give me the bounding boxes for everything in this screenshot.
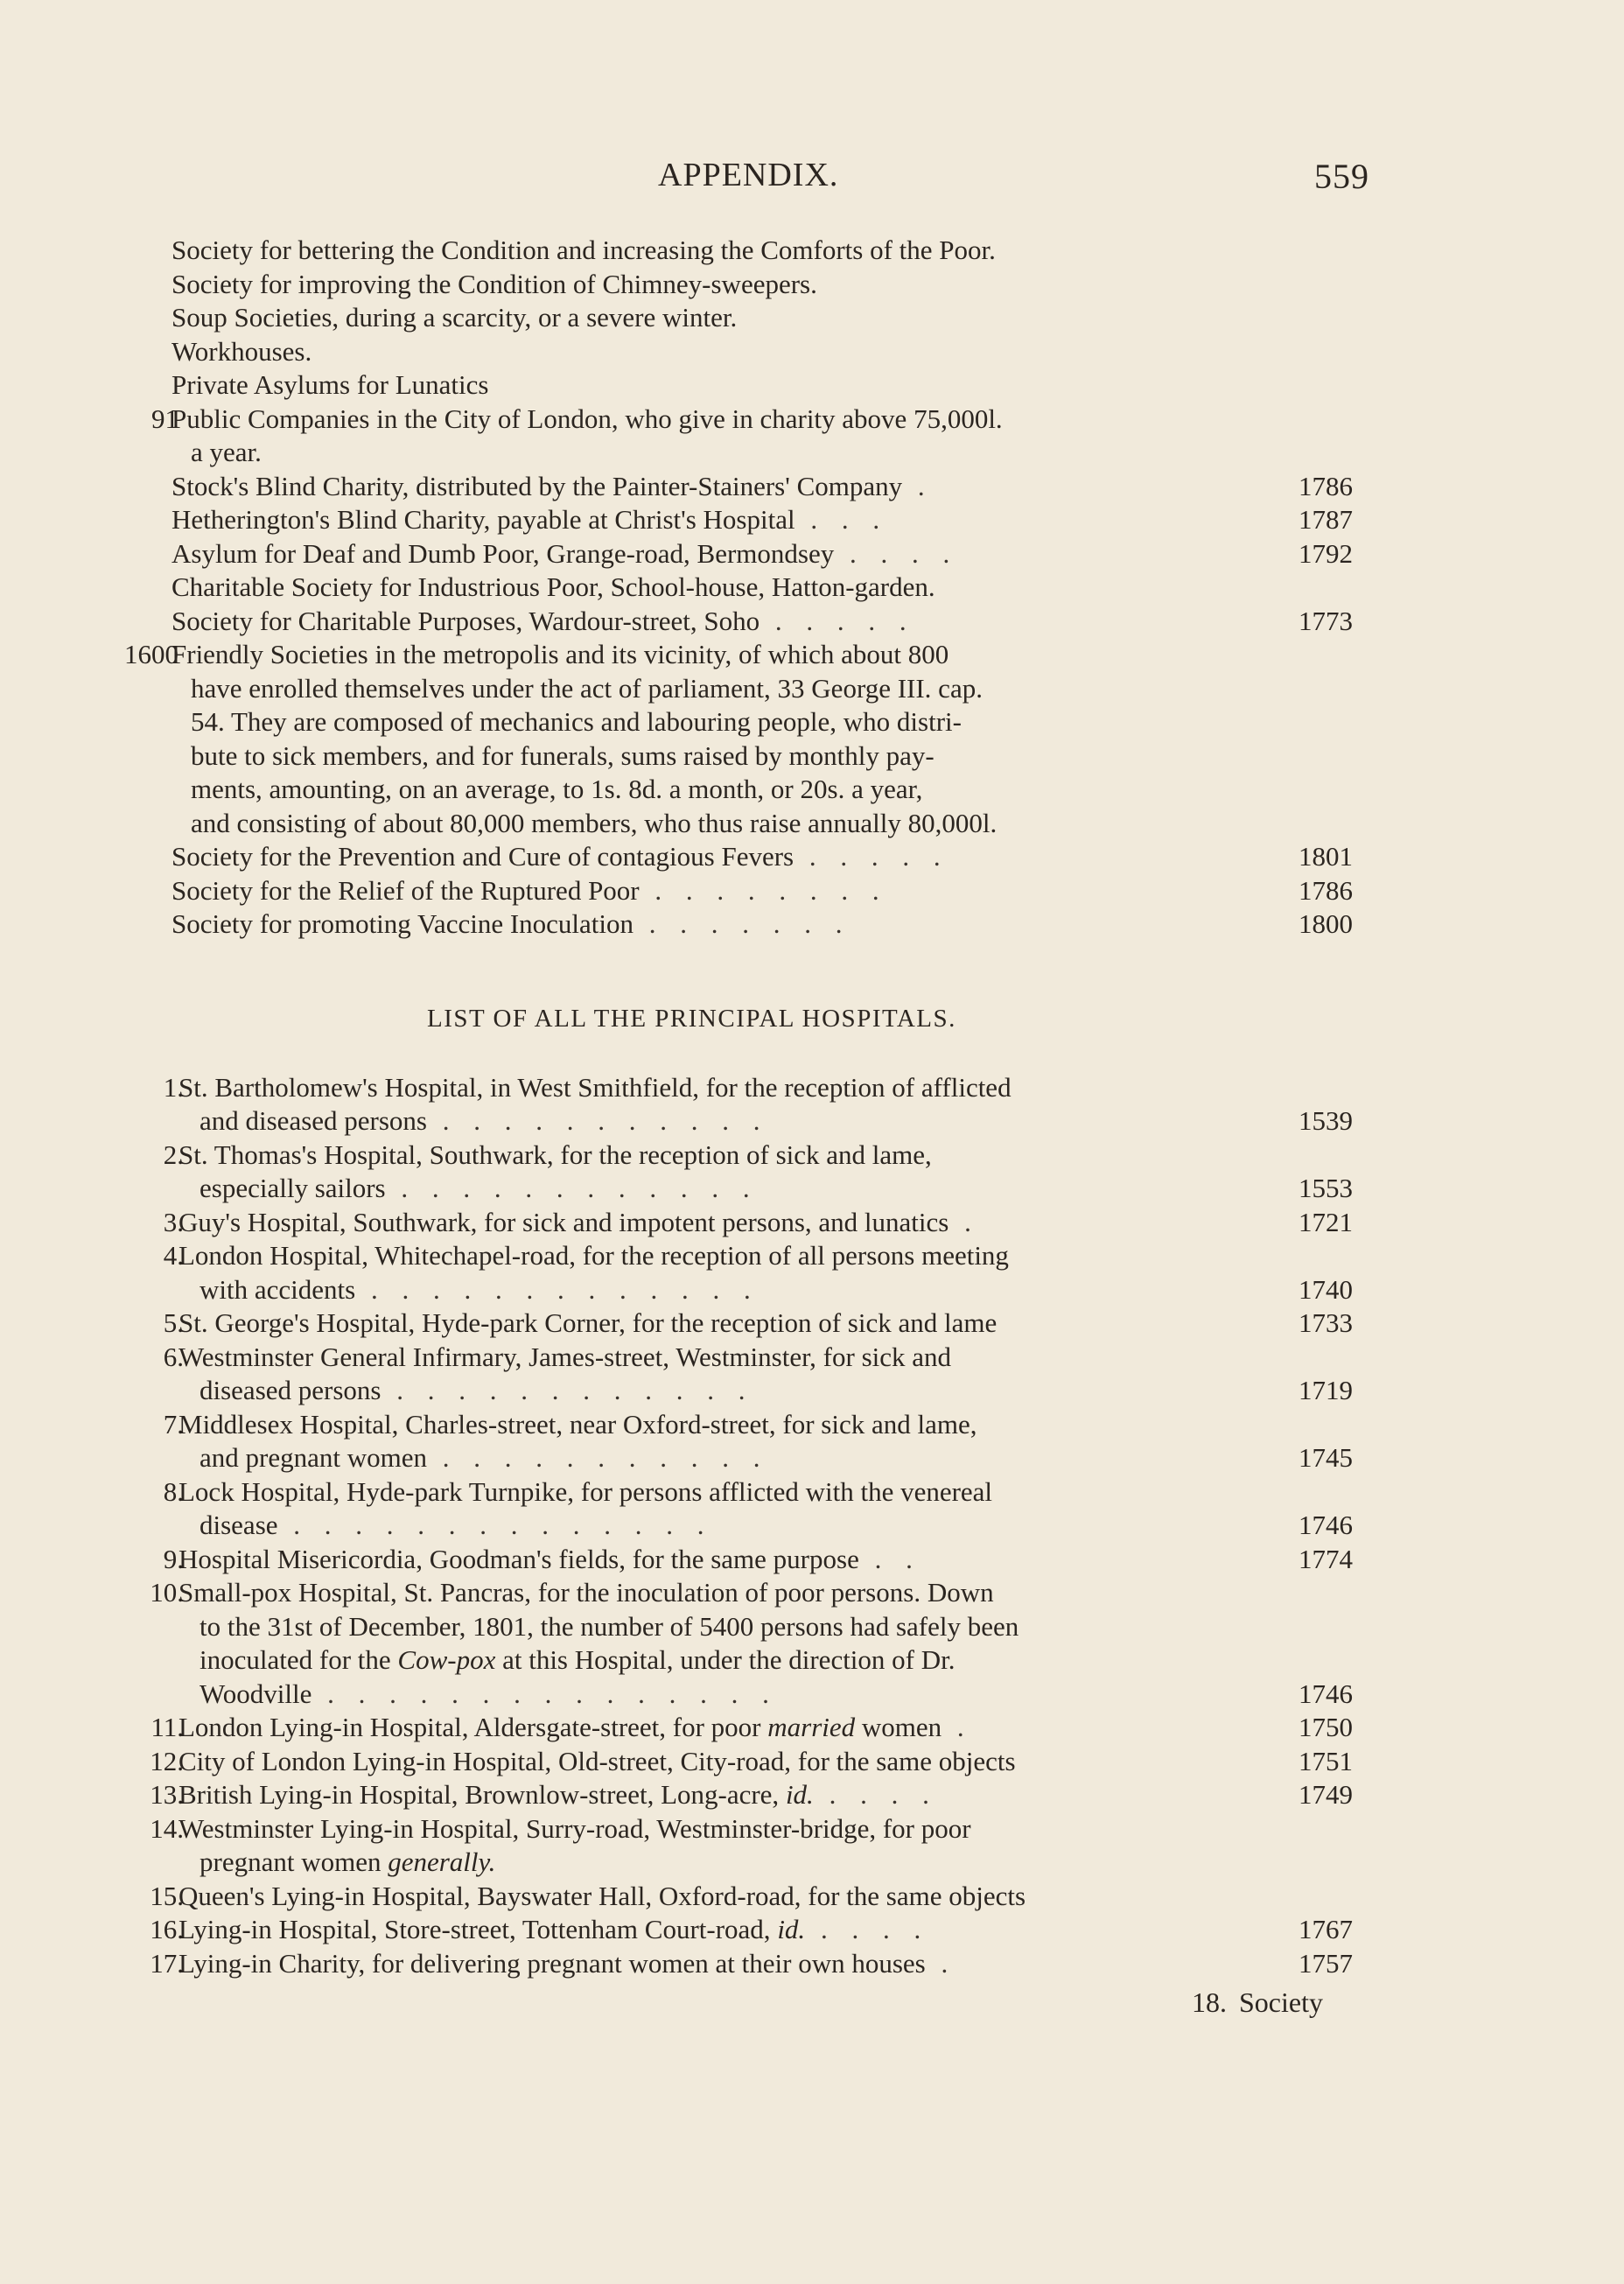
entry-year: 1757: [1298, 1947, 1353, 1979]
entry-text: Hospital Misericordia, Goodman's fields, for the same purpose . .: [178, 1543, 921, 1574]
entry-year: 1746: [1298, 1678, 1353, 1709]
entry-text: Society for improving the Condition of Chimney-sweepers.: [172, 268, 817, 299]
charity-line: [0, 403, 1624, 437]
hospital-line: [0, 1104, 1624, 1138]
entry-number: 17.: [150, 1947, 184, 1979]
hospital-line: [0, 1880, 1624, 1914]
running-title: APPENDIX.: [658, 157, 839, 193]
entry-text: and diseased persons . . . . . . . . . . .: [200, 1105, 769, 1136]
entry-text: St. Thomas's Hospital, Southwark, for the reception of sick and lame,: [178, 1138, 932, 1170]
entry-text: London Hospital, Whitechapel-road, for the reception of all persons meeting: [178, 1240, 1009, 1271]
entry-text: St. George's Hospital, Hyde-park Corner, for the reception of sick and lame: [178, 1307, 998, 1338]
entry-year: 1801: [1298, 841, 1353, 872]
leader-dots: .: [948, 1206, 980, 1237]
entry-text: diseased persons . . . . . . . . . . . .: [200, 1375, 754, 1405]
entry-text: and consisting of about 80,000 members, who thus raise annually 80,000l.: [191, 807, 998, 838]
italic-term: id.: [785, 1779, 814, 1810]
charity-line: [0, 605, 1624, 639]
hospital-line: [0, 1643, 1624, 1678]
entry-text: pregnant women generally.: [200, 1846, 496, 1877]
entry-text: Public Companies in the City of London, who give in charity above 75,000l.: [172, 403, 1003, 434]
charity-line: [0, 301, 1624, 335]
entry-text: to the 31st of December, 1801, the number of 5400 persons had safely been: [200, 1610, 1019, 1642]
hospital-line: [0, 1341, 1624, 1375]
italic-term: generally.: [388, 1846, 496, 1877]
leader-dots: . . . . . . . . . . . .: [381, 1375, 754, 1405]
hospital-line: [0, 1778, 1624, 1812]
entry-text: Society for the Prevention and Cure of contagious Fevers . . . . .: [172, 841, 949, 872]
entry-text: especially sailors . . . . . . . . . . . .: [200, 1173, 759, 1203]
entry-year: 1740: [1298, 1273, 1353, 1305]
hospital-line: [0, 1138, 1624, 1173]
entry-text: 54. They are composed of mechanics and labouring people, who distri-: [191, 706, 962, 737]
entry-number: 7.: [163, 1408, 184, 1440]
entry-text: Society for the Relief of the Ruptured Poor . . . . . . . .: [172, 874, 888, 906]
entry-text: Society for Charitable Purposes, Wardour-street, Soho . . . . .: [172, 605, 915, 636]
entry-text: a year.: [191, 437, 262, 467]
italic-term: Cow-pox: [397, 1644, 496, 1675]
hospital-line: [0, 1678, 1624, 1712]
entry-text: Guy's Hospital, Southwark, for sick and impotent persons, and lunatics .: [178, 1206, 980, 1237]
catchword-text: Society: [1239, 1986, 1323, 2018]
leader-dots: . . . . . . . . . . .: [427, 1105, 769, 1136]
leader-dots: . . . . . . . .: [639, 874, 888, 906]
entry-year: 1553: [1298, 1173, 1353, 1203]
entry-number: 10.: [150, 1577, 184, 1608]
entry-year: 1792: [1298, 537, 1353, 569]
hospital-line: [0, 1307, 1624, 1341]
entry-year: 1721: [1298, 1206, 1353, 1237]
hospital-line: [0, 1610, 1624, 1644]
leader-dots: . . .: [794, 504, 889, 535]
entry-text: Soup Societies, during a scarcity, or a severe winter.: [172, 302, 738, 333]
leader-dots: . . . . . . . . . . . . . .: [277, 1510, 713, 1540]
entry-number: 14.: [150, 1812, 184, 1844]
entry-number: 16.: [150, 1914, 184, 1944]
charity-line: [0, 874, 1624, 908]
entry-year: 1746: [1298, 1510, 1353, 1540]
italic-term: married: [767, 1712, 856, 1742]
entry-text: bute to sick members, and for funerals, sums raised by monthly pay-: [191, 739, 934, 771]
hospital-line: [0, 1745, 1624, 1779]
hospital-line: [0, 1374, 1624, 1408]
charity-line: [0, 571, 1624, 605]
entry-number: 11.: [150, 1712, 184, 1742]
entry-text: Queen's Lying-in Hospital, Bayswater Hall, Oxford-road, for the same objects: [178, 1880, 1026, 1911]
entry-text: Charitable Society for Industrious Poor, School-house, Hatton-garden.: [172, 571, 935, 602]
hospital-line: [0, 1475, 1624, 1510]
entry-number: 12.: [150, 1745, 184, 1776]
charity-line: [0, 773, 1624, 807]
entry-number: 1.: [163, 1071, 184, 1103]
hospital-line: [0, 1172, 1624, 1206]
entry-text: with accidents . . . . . . . . . . . . .: [200, 1273, 760, 1305]
entry-text: Middlesex Hospital, Charles-street, near Oxford-street, for sick and lame,: [178, 1408, 977, 1440]
entry-text: have enrolled themselves under the act of parliament, 33 George III. cap.: [191, 672, 983, 704]
charity-line: [0, 672, 1624, 706]
charity-line: [0, 739, 1624, 774]
entry-year: 1786: [1298, 874, 1353, 906]
entry-year: 1767: [1298, 1914, 1353, 1944]
hospital-line: [0, 1509, 1624, 1543]
hospital-line: [0, 1071, 1624, 1105]
charity-line: [0, 368, 1624, 403]
entry-year: 1751: [1298, 1745, 1353, 1776]
entry-number: 3.: [163, 1206, 184, 1237]
hospital-line: [0, 1206, 1624, 1240]
entry-text: Society for bettering the Condition and increasing the Comforts of the Poor.: [172, 235, 996, 265]
leader-dots: . . . .: [805, 1914, 930, 1944]
hospital-line: [0, 1913, 1624, 1947]
entry-number: 15.: [150, 1880, 184, 1911]
catchword-number: 18.: [1192, 1986, 1227, 2018]
entry-text: ments, amounting, on an average, to 1s. 8d. a month, or 20s. a year,: [191, 774, 923, 804]
leader-dots: . . . . . . . . . . . .: [385, 1173, 759, 1203]
entry-text: inoculated for the Cow-pox at this Hospital, under the direction of Dr.: [200, 1644, 956, 1675]
entry-year: 1539: [1298, 1105, 1353, 1136]
charity-line: [0, 840, 1624, 874]
entry-text: Lock Hospital, Hyde-park Turnpike, for persons afflicted with the venereal: [178, 1475, 993, 1507]
leader-dots: . . . . . . . . . . .: [426, 1442, 769, 1473]
entry-text: Lying-in Charity, for delivering pregnant women at their own houses .: [178, 1947, 957, 1979]
entry-number: 8.: [163, 1475, 184, 1507]
charity-line: [0, 537, 1624, 571]
charity-line: [0, 705, 1624, 739]
entry-year: 1750: [1298, 1712, 1353, 1742]
entry-text: disease . . . . . . . . . . . . . .: [200, 1510, 713, 1540]
entry-number: 2.: [163, 1138, 184, 1170]
leader-dots: . . . . . . . . . . . . .: [355, 1273, 760, 1305]
charity-line: [0, 638, 1624, 672]
entry-text: Workhouses.: [172, 335, 312, 367]
hospital-line: [0, 1408, 1624, 1442]
entry-text: Woodville . . . . . . . . . . . . . . .: [200, 1678, 778, 1709]
entry-text: British Lying-in Hospital, Brownlow-street, Long-acre, id. . . . .: [178, 1779, 938, 1810]
entry-year: 1774: [1298, 1543, 1353, 1574]
page-body: [0, 234, 1624, 1980]
entry-text: and pregnant women . . . . . . . . . . .: [200, 1442, 769, 1473]
charity-line: [0, 268, 1624, 302]
section-gap: [0, 1045, 1624, 1071]
entry-year: 1745: [1298, 1442, 1353, 1473]
entry-year: 1800: [1298, 908, 1353, 939]
leader-dots: . . . . . . .: [634, 908, 851, 939]
leader-dots: . . . . .: [794, 841, 949, 872]
leader-dots: . . . . .: [760, 605, 915, 636]
charity-line: [0, 470, 1624, 504]
charity-line: [0, 807, 1624, 841]
entry-number: 6.: [163, 1341, 184, 1372]
hospital-line: [0, 1576, 1624, 1610]
entry-year: 1733: [1298, 1307, 1353, 1338]
entry-text: Westminster Lying-in Hospital, Surry-road, Westminster-bridge, for poor: [178, 1812, 971, 1844]
entry-text: Society for promoting Vaccine Inoculation . . . . . . .: [172, 908, 851, 939]
leader-dots: .: [902, 470, 934, 501]
page-header: [0, 156, 1624, 200]
entry-number: 4.: [163, 1240, 184, 1271]
leader-dots: . . . .: [834, 537, 959, 569]
hospital-line: [0, 1711, 1624, 1745]
section-heading: [0, 992, 1624, 1045]
section-gap: [0, 942, 1624, 992]
section-heading-text: LIST OF ALL THE PRINCIPAL HOSPITALS.: [427, 1004, 956, 1033]
leader-dots: . . . .: [813, 1779, 938, 1810]
entry-year: 1773: [1298, 605, 1353, 636]
entry-text: London Lying-in Hospital, Aldersgate-street, for poor married women .: [178, 1712, 973, 1742]
entry-number: 9.: [163, 1543, 184, 1574]
hospital-line: [0, 1947, 1624, 1981]
hospital-line: [0, 1846, 1624, 1880]
hospital-line: [0, 1543, 1624, 1577]
hospital-line: [0, 1812, 1624, 1846]
page-number: 559: [1314, 157, 1369, 196]
hospital-line: [0, 1273, 1624, 1307]
entry-text: Hetherington's Blind Charity, payable at Christ's Hospital . . .: [172, 504, 889, 535]
charity-line: [0, 335, 1624, 369]
charity-line: [0, 907, 1624, 942]
entry-year: 1787: [1298, 504, 1353, 535]
entry-number: 13.: [150, 1779, 184, 1810]
leader-dots: . .: [858, 1543, 921, 1574]
leader-dots: . . . . . . . . . . . . . . .: [312, 1678, 778, 1709]
catchword: [1192, 1986, 1323, 2019]
entry-number: 1600: [124, 639, 178, 669]
entry-number: 91: [151, 403, 178, 434]
entry-text: City of London Lying-in Hospital, Old-street, City-road, for the same objects: [178, 1745, 1016, 1776]
entry-year: 1786: [1298, 470, 1353, 501]
leader-dots: .: [942, 1712, 973, 1742]
charity-line: [0, 436, 1624, 470]
entry-text: Small-pox Hospital, St. Pancras, for the inoculation of poor persons. Down: [178, 1577, 994, 1608]
entry-text: Westminster General Infirmary, James-street, Westminster, for sick and: [178, 1341, 952, 1372]
entry-year: 1749: [1298, 1779, 1353, 1810]
leader-dots: .: [925, 1947, 957, 1979]
charity-line: [0, 234, 1624, 268]
entry-text: Asylum for Deaf and Dumb Poor, Grange-road, Bermondsey . . . .: [172, 537, 959, 569]
hospital-line: [0, 1239, 1624, 1273]
charity-line: [0, 503, 1624, 537]
entry-number: 5.: [163, 1307, 184, 1338]
entry-text: Friendly Societies in the metropolis and its vicinity, of which about 800: [172, 639, 949, 669]
entry-text: St. Bartholomew's Hospital, in West Smithfield, for the reception of afflicted: [178, 1071, 1012, 1103]
entry-text: Lying-in Hospital, Store-street, Tottenham Court-road, id. . . . .: [178, 1914, 930, 1944]
entry-year: 1719: [1298, 1375, 1353, 1405]
italic-term: id.: [777, 1914, 806, 1944]
hospital-line: [0, 1441, 1624, 1475]
entry-text: Stock's Blind Charity, distributed by the Painter-Stainers' Company .: [172, 470, 934, 501]
entry-text: Private Asylums for Lunatics: [172, 369, 489, 400]
